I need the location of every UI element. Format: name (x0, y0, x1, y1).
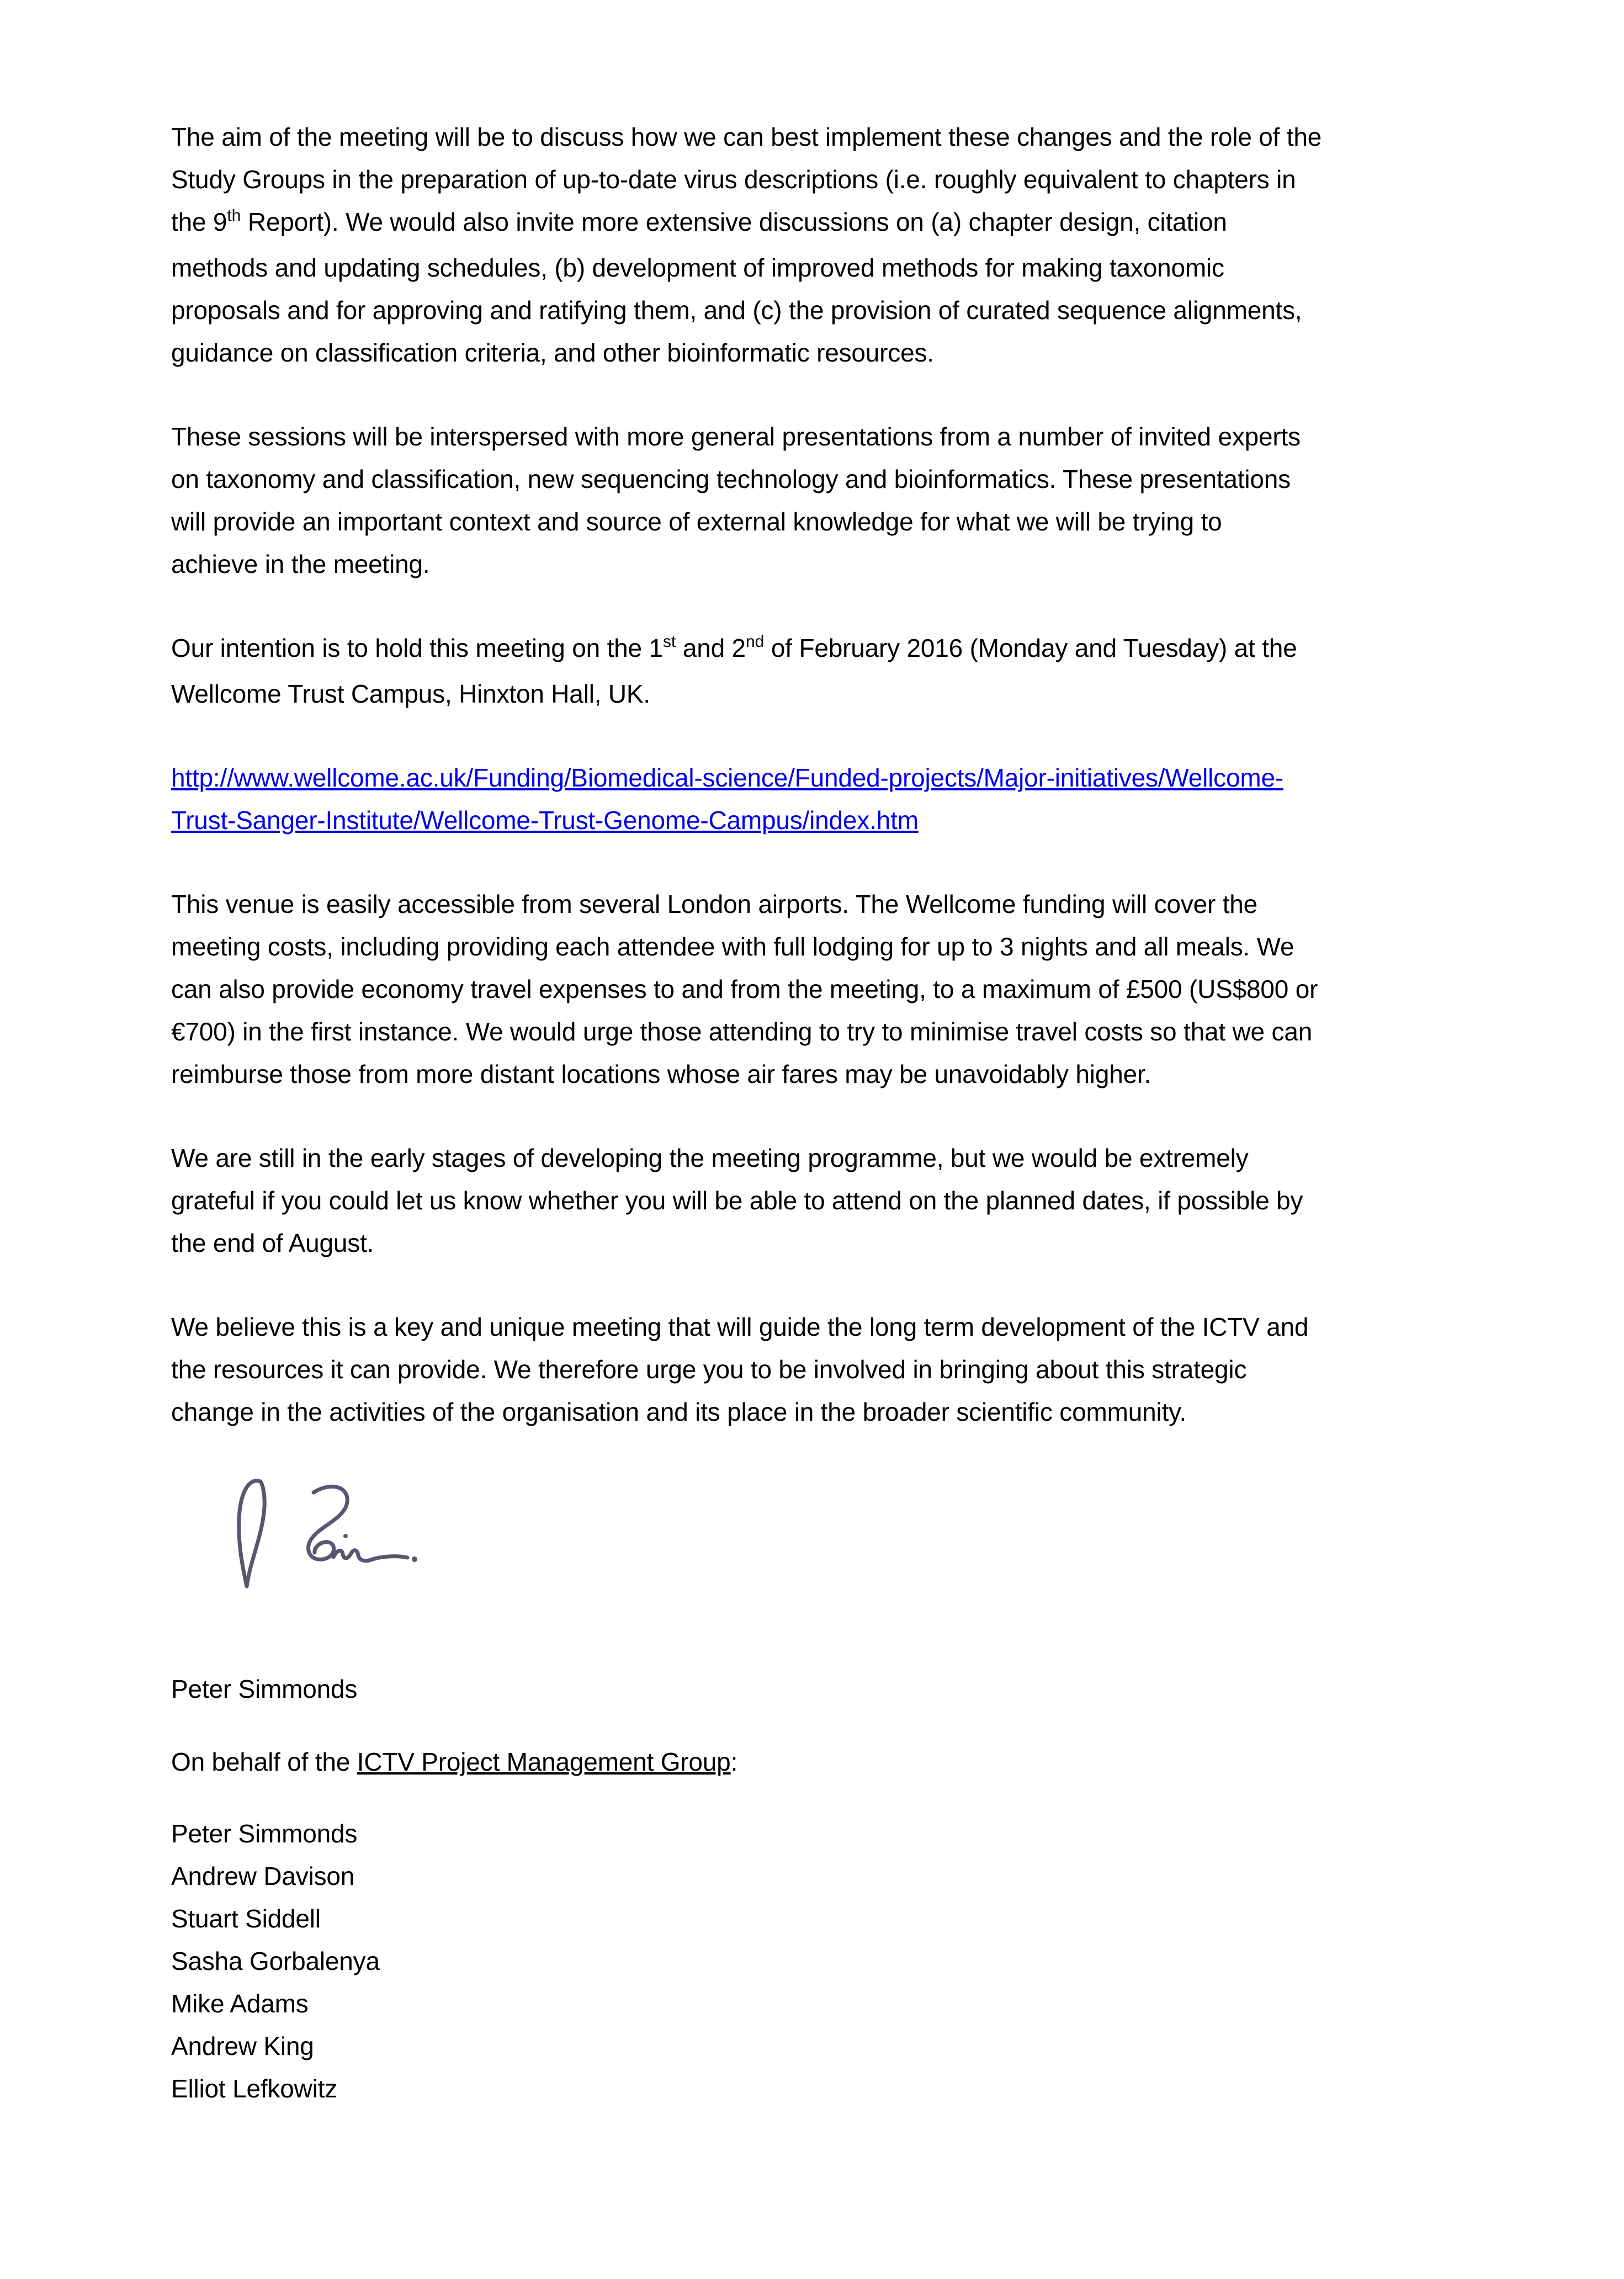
wellcome-campus-link-line2[interactable]: Trust-Sanger-Institute/Wellcome-Trust-Genome-Campus/index.htm (171, 806, 919, 835)
pmg-members-list (171, 1813, 1457, 2110)
text-line: Study Groups in the preparation of up-to-date virus descriptions (i.e. roughly equivalent to chapters in (171, 165, 1296, 194)
text-line: methods and updating schedules, (b) development of improved methods for making taxonomic (171, 253, 1224, 282)
paragraph-funding (171, 883, 1457, 1096)
superscript-st: st (662, 633, 676, 651)
text-line: The aim of the meeting will be to discuss how we can best implement these changes and the role of the (171, 123, 1322, 151)
text-line: the resources it can provide. We therefore urge you to be involved in bringing about this strategic (171, 1355, 1247, 1384)
text-line: will provide an important context and source of external knowledge for what we will be trying to (171, 507, 1222, 536)
member-name: Mike Adams (171, 1989, 309, 2018)
text-line: We believe this is a key and unique meeting that will guide the long term development of the ICTV and (171, 1313, 1309, 1341)
text-line: on taxonomy and classification, new sequencing technology and bioinformatics. These presentations (171, 465, 1291, 493)
letter-body (171, 116, 1457, 2110)
member-name: Sasha Gorbalenya (171, 1947, 380, 1975)
member-name: Andrew King (171, 2032, 314, 2060)
text-line: We are still in the early stages of developing the meeting programme, but we would be extremely (171, 1144, 1249, 1172)
paragraph-aim (171, 116, 1457, 374)
member-name: Peter Simmonds (171, 1819, 358, 1848)
text-line: the end of August. (171, 1229, 374, 1257)
text-line: guidance on classification criteria, and other bioinformatic resources. (171, 338, 934, 367)
on-behalf-line: On behalf of the ICTV Project Management Group: (171, 1747, 738, 1776)
text-line: proposals and for approving and ratifying them, and (c) the provision of curated sequence alignments, (171, 296, 1302, 325)
text-line: the 9th Report). We would also invite more extensive discussions on (a) chapter design, citation (171, 206, 1227, 236)
wellcome-campus-link-line1[interactable]: http://www.wellcome.ac.uk/Funding/Biomedical-science/Funded-projects/Major-initiatives/Wellcome- (171, 763, 1283, 792)
signature-image (232, 1475, 422, 1591)
text-line: reimburse those from more distant locations whose air fares may be unavoidably higher. (171, 1060, 1151, 1088)
text-line: grateful if you could let us know whether you will be able to attend on the planned dates, if possible by (171, 1186, 1303, 1215)
text-line: This venue is easily accessible from several London airports. The Wellcome funding will cover the (171, 890, 1258, 918)
handwritten-signature-icon (232, 1475, 422, 1591)
text-line: These sessions will be interspersed with more general presentations from a number of invited experts (171, 422, 1301, 451)
paragraph-rsvp (171, 1137, 1457, 1265)
text-line: can also provide economy travel expenses to and from the meeting, to a maximum of £500 (US$800 or (171, 975, 1318, 1003)
paragraph-venue-link (171, 757, 1457, 842)
member-name: Andrew Davison (171, 1862, 355, 1890)
signer-name: Peter Simmonds (171, 1675, 358, 1703)
text-line: achieve in the meeting. (171, 550, 430, 578)
superscript-nd: nd (745, 633, 765, 651)
superscript-th: th (227, 206, 241, 225)
paragraph-sessions (171, 416, 1457, 586)
text-line: change in the activities of the organisation and its place in the broader scientific community. (171, 1398, 1187, 1426)
member-name: Elliot Lefkowitz (171, 2074, 338, 2103)
text-line: Wellcome Trust Campus, Hinxton Hall, UK. (171, 679, 650, 708)
pmg-group-name: ICTV Project Management Group (357, 1747, 731, 1776)
text-line: meeting costs, including providing each attendee with full lodging for up to 3 nights and all meals. We (171, 932, 1294, 961)
member-name: Stuart Siddell (171, 1904, 321, 1933)
text-line: €700) in the first instance. We would urge those attending to try to minimise travel costs so that we can (171, 1017, 1313, 1046)
paragraph-dates (171, 627, 1457, 715)
text-line: Our intention is to hold this meeting on the 1st and 2nd of February 2016 (Monday and Tuesday) at the (171, 633, 1297, 662)
paragraph-closing (171, 1306, 1457, 1433)
